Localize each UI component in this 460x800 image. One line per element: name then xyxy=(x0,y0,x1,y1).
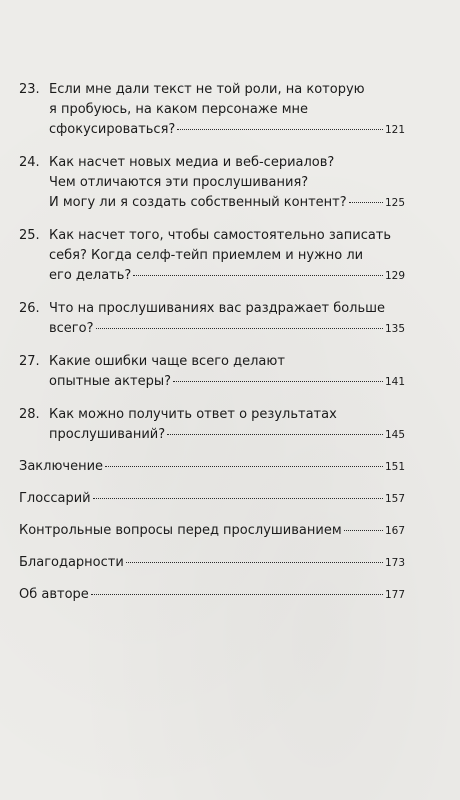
toc-entry-25 xyxy=(19,226,405,286)
toc-page-number: 173 xyxy=(384,557,405,569)
dot-leader xyxy=(93,498,383,499)
toc-entry-last-line xyxy=(19,585,405,605)
toc-entry-26 xyxy=(19,299,405,339)
toc-entry-body xyxy=(19,553,405,573)
toc-entry-last-line xyxy=(49,425,405,445)
dot-leader xyxy=(133,275,383,276)
toc-entry-glossary xyxy=(19,489,405,509)
dot-leader xyxy=(126,562,383,563)
toc-entry-line: Чем отличаются эти прослушивания? xyxy=(49,175,309,190)
toc-entry-number: 27. xyxy=(19,354,40,369)
toc-entry-line: Как насчет новых медиа и веб-сериалов? xyxy=(49,155,335,170)
toc-entry-body xyxy=(49,352,405,392)
toc-entry-body xyxy=(19,457,405,477)
dot-leader xyxy=(173,381,383,382)
toc-page-number: 141 xyxy=(384,376,405,388)
toc-page-number: 121 xyxy=(384,124,405,136)
toc-entry-checklist xyxy=(19,521,405,541)
toc-entry-number: 23. xyxy=(19,82,40,97)
toc-entry-title: Глоссарий xyxy=(19,491,91,506)
toc-entry-line: Что на прослушиваниях вас раздражает больше xyxy=(49,301,386,316)
toc-page-number: 167 xyxy=(384,525,405,537)
toc-entry-last-line xyxy=(49,193,405,213)
toc-entry-line-text: всего? xyxy=(49,321,94,336)
toc-entry-last-line xyxy=(49,120,405,140)
toc-entry-line-text: И могу ли я создать собственный контент? xyxy=(49,195,347,210)
dot-leader xyxy=(177,129,383,130)
toc-entry-body xyxy=(49,226,405,286)
toc-entry-23 xyxy=(19,80,405,140)
toc-entry-line: Как можно получить ответ о результатах xyxy=(49,407,337,422)
dot-leader xyxy=(91,594,383,595)
toc-entry-line-text: опытные актеры? xyxy=(49,374,171,389)
toc-entry-title: Заключение xyxy=(19,459,104,474)
toc-entry-body xyxy=(19,521,405,541)
toc-entry-line: себя? Когда селф-тейп приемлем и нужно ли xyxy=(49,248,364,263)
toc-page-number: 177 xyxy=(384,589,405,601)
toc-entry-number: 25. xyxy=(19,228,40,243)
dot-leader xyxy=(96,328,383,329)
toc-entry-body xyxy=(49,80,405,140)
toc-entry-28 xyxy=(19,405,405,445)
toc-entry-last-line xyxy=(19,457,405,477)
toc-entry-line: я пробуюсь, на каком персонаже мне xyxy=(49,102,309,117)
dot-leader xyxy=(167,434,383,435)
toc-entry-line: Какие ошибки чаще всего делают xyxy=(49,354,285,369)
toc-entry-title: Об авторе xyxy=(19,587,89,602)
toc-entry-number: 28. xyxy=(19,407,40,422)
toc-entry-body xyxy=(19,489,405,509)
toc-page-number: 145 xyxy=(384,429,405,441)
dot-leader xyxy=(344,530,383,531)
toc-page-number: 151 xyxy=(384,461,405,473)
toc-entry-line-text: его делать? xyxy=(49,268,132,283)
toc-entry-24 xyxy=(19,153,405,213)
toc-page-number: 157 xyxy=(384,493,405,505)
table-of-contents xyxy=(19,80,405,605)
dot-leader xyxy=(105,466,383,467)
toc-page-number: 135 xyxy=(384,323,405,335)
toc-entry-about-author xyxy=(19,585,405,605)
toc-page-number: 129 xyxy=(384,270,405,282)
toc-entry-last-line xyxy=(49,266,405,286)
toc-entry-line-text: сфокусироваться? xyxy=(49,122,176,137)
dot-leader xyxy=(349,202,383,203)
toc-entry-line: Как насчет того, чтобы самостоятельно записать xyxy=(49,228,392,243)
toc-entry-number: 24. xyxy=(19,155,40,170)
toc-entry-last-line xyxy=(19,521,405,541)
toc-entry-last-line xyxy=(49,372,405,392)
toc-entry-27 xyxy=(19,352,405,392)
toc-entry-conclusion xyxy=(19,457,405,477)
toc-page-number: 125 xyxy=(384,197,405,209)
toc-entry-line: Если мне дали текст не той роли, на которую xyxy=(49,82,365,97)
toc-entry-body xyxy=(19,585,405,605)
toc-entry-acknowledgements xyxy=(19,553,405,573)
toc-entry-body xyxy=(49,299,405,339)
toc-entry-line-text: прослушиваний? xyxy=(49,427,166,442)
toc-entry-last-line xyxy=(49,319,405,339)
toc-entry-last-line xyxy=(19,489,405,509)
toc-entry-title: Контрольные вопросы перед прослушиванием xyxy=(19,523,342,538)
toc-entry-title: Благодарности xyxy=(19,555,124,570)
toc-entry-body xyxy=(49,153,405,213)
toc-entry-number: 26. xyxy=(19,301,40,316)
toc-entry-last-line xyxy=(19,553,405,573)
toc-entry-body xyxy=(49,405,405,445)
